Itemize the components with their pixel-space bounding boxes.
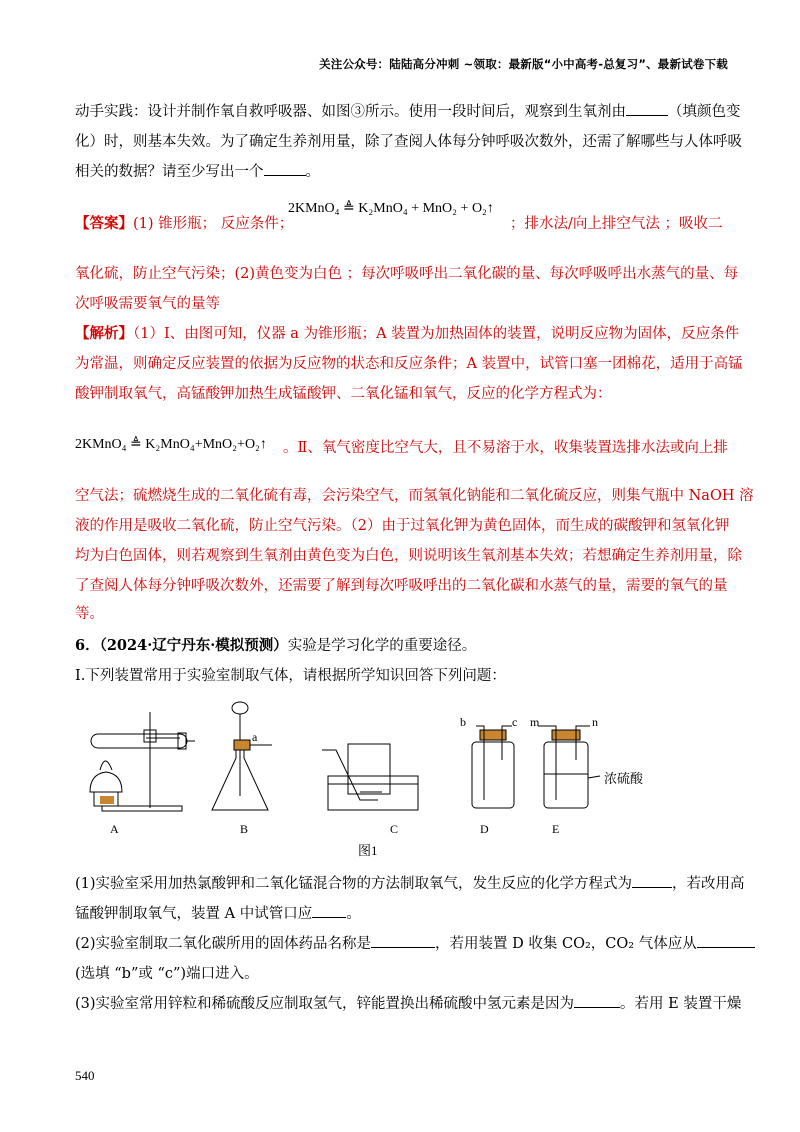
text: 相关的数据？请至少写出一个: [75, 164, 264, 180]
text-line: 次呼吸需要氧气的量等: [75, 296, 220, 312]
text-line: 液的作用是吸收二氧化硫，防止空气污染。（2）由于过氧化钾为黄色固体，而生成的碳酸钾和氢氧化钾: [75, 518, 730, 534]
fig-label-a: A: [110, 822, 119, 836]
answer-blank: [626, 103, 668, 116]
question-line: (选填 “b”或 “c”)端口进入。: [75, 966, 259, 982]
answer-blank: [312, 905, 346, 918]
apparatus-d: [472, 726, 514, 808]
label-n: n: [592, 715, 598, 729]
text-line: I.下列装置常用于实验室制取气体，请根据所学知识回答下列问题：: [75, 668, 506, 684]
text: 。Ⅱ、氧气密度比空气大，且不易溶于水，收集装置选排水法或向上排: [283, 440, 728, 456]
fig-label-c: C: [390, 822, 399, 836]
text: ，若改用高: [672, 876, 745, 892]
answer-blank: [697, 935, 755, 948]
answer-blank: [632, 875, 672, 888]
text-line: 化）时，则基本失效。为了确定生养剂用量，除了查阅人体每分钟呼吸次数外，还需了解哪些与人体呼吸: [75, 134, 742, 150]
question-source: （2024·辽宁丹东·模拟预测）: [99, 637, 288, 654]
apparatus-e: [538, 726, 600, 808]
text-line: 氧化硫，防止空气污染；(2)黄色变为白色 ；每次呼吸呼出二氧化碳的量、每次呼吸呼出水蒸气的量、每: [75, 266, 739, 282]
text: (1) 锥形瓶； 反应条件；: [133, 216, 294, 232]
text-line: [75, 162, 320, 182]
text-line: 为常温，则确定反应装置的依据为反应物的状态和反应条件；A 装置中，试管口塞一团棉花，适用于高锰: [75, 356, 743, 372]
analysis-tag: 【解析】: [75, 325, 133, 342]
fig-label-d: D: [480, 822, 489, 836]
text-line: 均为白色固体，则若观察到生氧剂由黄色变为白色，则说明该生氧剂基本失效；若想确定生养剂用量，除: [75, 548, 742, 564]
text: （填颜色变: [668, 104, 741, 120]
label-m: m: [530, 715, 540, 729]
label-a: a: [252, 730, 258, 744]
text: 锰酸钾制取氧气，装置 A 中试管口应: [75, 906, 313, 922]
apparatus-b: [212, 702, 272, 810]
question-stem: 实验是学习化学的重要途径。: [287, 638, 477, 654]
question-line: [75, 874, 745, 894]
question-line: [75, 934, 755, 954]
analysis-line: [75, 324, 739, 344]
question-line: [75, 904, 361, 924]
apparatus-a: [90, 712, 195, 811]
question-number: 6．: [75, 637, 100, 654]
answer-tag: 【答案】: [75, 215, 133, 232]
text: 。: [346, 906, 361, 922]
answer-line: [75, 214, 293, 234]
text-line: 酸钾制取氧气，高锰酸钾加热生成锰酸钾、二氧化锰和氧气，反应的化学方程式为：: [75, 386, 612, 402]
text: ；排水法/向上排空气法 ；吸收二: [510, 216, 723, 232]
answer-blank: [371, 935, 435, 948]
text: (2)实验室制取二氧化碳所用的固体药品名称是: [75, 936, 372, 952]
text-line: [75, 102, 741, 122]
text: (3)实验室常用锌粒和稀硫酸反应制取氢气，锌能置换出稀硫酸中氢元素是因为: [75, 996, 575, 1012]
page-number: 540: [75, 1068, 95, 1083]
text-line: 等。: [75, 606, 104, 622]
label-c: c: [512, 715, 518, 729]
question-line: [75, 994, 741, 1014]
fig-label-b: B: [240, 822, 249, 836]
text: ，若用装置 D 收集 CO₂，CO₂ 气体应从: [435, 936, 697, 952]
question-heading: [75, 636, 476, 656]
figure-caption: 图1: [358, 843, 378, 858]
text: （1）Ⅰ、由图可知，仪器 a 为锥形瓶；A 装置为加热固体的装置，说明反应物为固体，反应条件: [133, 326, 740, 342]
answer-blank: [574, 995, 620, 1008]
equation: 2KMnO₄ ≜ K₂MnO₄+MnO₂+O₂↑: [75, 437, 267, 452]
page-header: 关注公众号：陆陆高分冲刺 ~领取：最新版“小中高考-总复习”、最新试卷下载: [319, 57, 728, 71]
fig-label-e: E: [552, 822, 560, 836]
label-acid: 浓硫酸: [604, 771, 644, 786]
equation: 2KMnO₄ ≜ K₂MnO₄ + MnO₂ + O₂↑: [288, 201, 494, 216]
answer-blank: [264, 163, 306, 176]
text: (1)实验室采用加热氯酸钾和二氧化锰混合物的方法制取氧气，发生反应的化学方程式为: [75, 876, 633, 892]
text: 。若用 E 装置干燥: [620, 996, 742, 1012]
text: 。: [305, 164, 320, 180]
text-line: 空气法；硫燃烧生成的二氧化硫有毒，会污染空气，而氢氧化钠能和二氧化硫反应，则集气瓶中 NaOH 溶: [75, 488, 754, 504]
label-b: b: [460, 715, 466, 729]
text: 动手实践：设计并制作氧自救呼吸器、如图③所示。使用一段时间后，观察到生氧剂由: [75, 104, 626, 120]
apparatus-c: [322, 744, 418, 810]
text-line: 了查阅人体每分钟呼吸次数外，还需要了解到每次呼吸呼出的二氧化碳和水蒸气的量，需要的氧气的量: [75, 578, 728, 594]
